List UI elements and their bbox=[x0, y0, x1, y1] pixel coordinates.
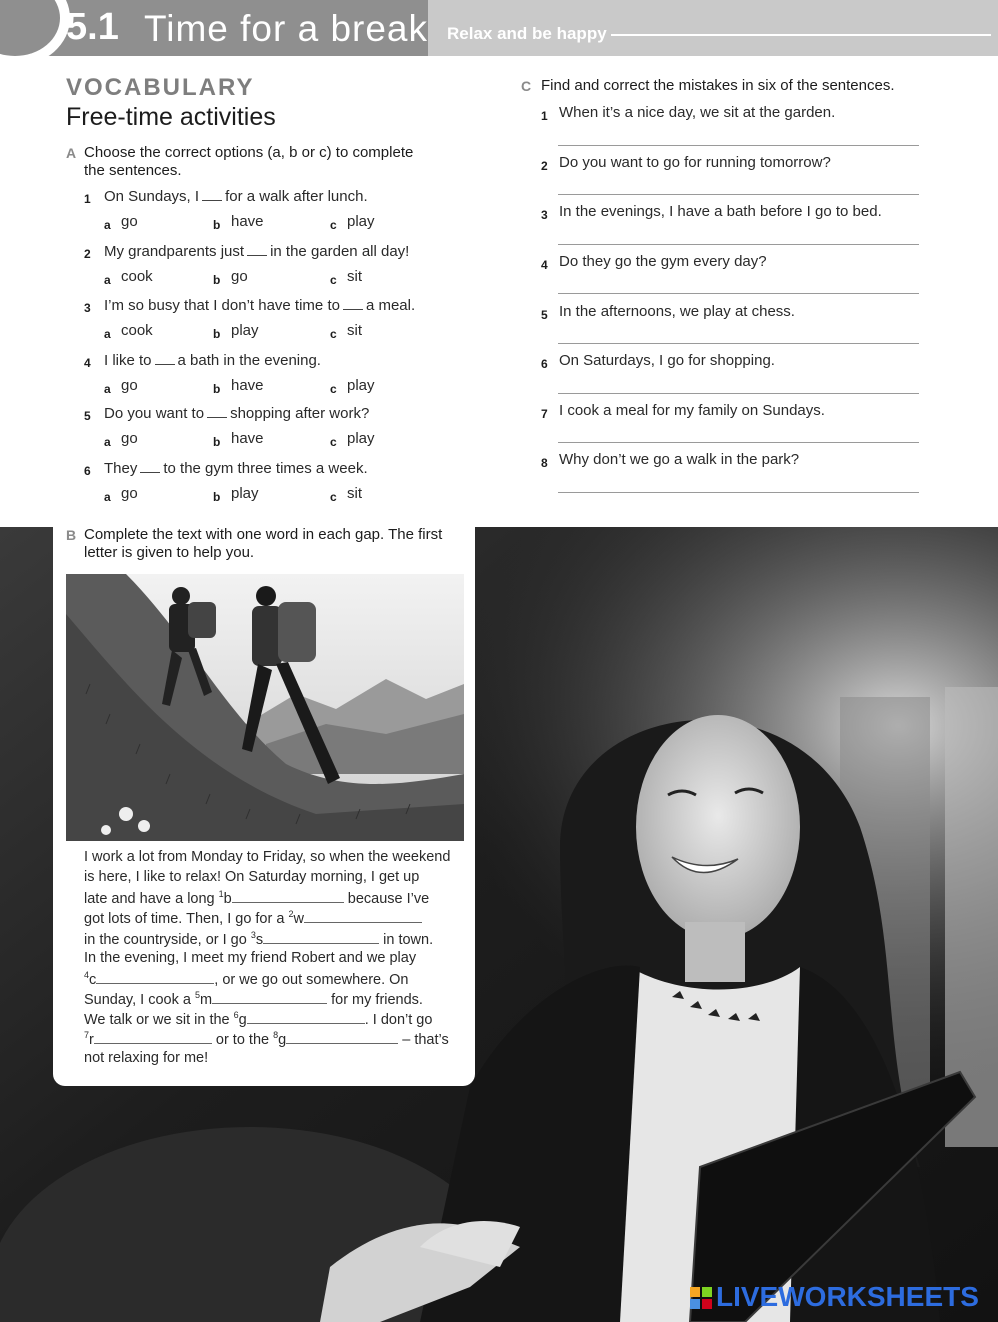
text-line: We talk or we sit in the $^6$g . I don’t go bbox=[84, 1010, 433, 1028]
question-text: Do you want to shopping after work? bbox=[104, 405, 370, 422]
text-line: in the countryside, or I go $^3$s in town. bbox=[84, 930, 434, 948]
unit-number: 5.1 bbox=[66, 6, 119, 48]
gap-8-input[interactable] bbox=[286, 1031, 398, 1044]
question-text: They to the gym three times a week. bbox=[104, 460, 368, 477]
option-letter-b: b bbox=[213, 382, 221, 396]
option-c[interactable]: play bbox=[347, 377, 375, 394]
question-number: 5 bbox=[84, 409, 91, 423]
sentence-number: 4 bbox=[541, 258, 548, 272]
answer-gap[interactable] bbox=[140, 460, 160, 473]
unit-header bbox=[0, 0, 998, 56]
question-text: On Sundays, I for a walk after lunch. bbox=[104, 188, 368, 205]
option-b[interactable]: have bbox=[231, 213, 264, 230]
option-letter-a: a bbox=[104, 218, 111, 232]
sentence-number: 3 bbox=[541, 208, 548, 222]
option-letter-b: b bbox=[213, 327, 221, 341]
option-letter-c: c bbox=[330, 382, 337, 396]
liveworksheets-logo-text: LIVEWORKSHEETS bbox=[716, 1281, 979, 1312]
answer-gap[interactable] bbox=[343, 297, 363, 310]
text-line: I work a lot from Monday to Friday, so when the weekend bbox=[84, 849, 451, 865]
gap-3-input[interactable] bbox=[263, 931, 379, 944]
question-number: 6 bbox=[84, 464, 91, 478]
option-letter-c: c bbox=[330, 327, 337, 341]
sentence-number: 1 bbox=[541, 109, 548, 123]
answer-line[interactable] bbox=[558, 244, 919, 245]
sentence-text: Why don’t we go a walk in the park? bbox=[559, 451, 800, 468]
section-label-vocabulary: VOCABULARY bbox=[66, 74, 255, 101]
sentence-number: 6 bbox=[541, 357, 548, 371]
gap-6-input[interactable] bbox=[247, 1011, 365, 1024]
gap-2-input[interactable] bbox=[304, 910, 422, 923]
answer-line[interactable] bbox=[558, 343, 919, 344]
answer-line[interactable] bbox=[558, 492, 919, 493]
option-a[interactable]: go bbox=[121, 485, 138, 502]
answer-line[interactable] bbox=[558, 293, 919, 294]
option-a[interactable]: go bbox=[121, 213, 138, 230]
section-b-letter: B bbox=[66, 527, 77, 543]
option-a[interactable]: cook bbox=[121, 322, 153, 339]
answer-line[interactable] bbox=[558, 393, 919, 394]
option-letter-b: b bbox=[213, 435, 221, 449]
header-rule bbox=[611, 34, 991, 36]
section-c-instruction: Find and correct the mistakes in six of the sentences. bbox=[541, 77, 895, 94]
liveworksheets-logo-icon bbox=[690, 1287, 712, 1309]
question-number: 3 bbox=[84, 301, 91, 315]
unit-subtitle: Relax and be happy bbox=[447, 24, 607, 43]
question-number: 4 bbox=[84, 356, 91, 370]
option-letter-b: b bbox=[213, 490, 221, 504]
option-b[interactable]: play bbox=[231, 485, 259, 502]
answer-gap[interactable] bbox=[155, 352, 175, 365]
option-b[interactable]: have bbox=[231, 430, 264, 447]
hikers-photo bbox=[66, 574, 464, 841]
option-c[interactable]: sit bbox=[347, 268, 362, 285]
text-line: late and have a long $^1$b because I’ve bbox=[84, 889, 430, 907]
sentence-number: 5 bbox=[541, 308, 548, 322]
hikers-illustration bbox=[66, 574, 464, 841]
gap-5-input[interactable] bbox=[212, 991, 327, 1004]
section-a-letter: A bbox=[66, 145, 77, 161]
option-b[interactable]: go bbox=[231, 268, 248, 285]
option-a[interactable]: go bbox=[121, 377, 138, 394]
gap-4-input[interactable] bbox=[96, 971, 214, 984]
option-letter-a: a bbox=[104, 273, 111, 287]
sentence-text: Do they go the gym every day? bbox=[559, 253, 767, 270]
text-line: got lots of time. Then, I go for a $^2$w bbox=[84, 909, 422, 927]
question-text: I’m so busy that I don’t have time to a meal. bbox=[104, 297, 416, 314]
section-c-letter: C bbox=[521, 78, 532, 94]
option-letter-c: c bbox=[330, 490, 337, 504]
option-b[interactable]: have bbox=[231, 377, 264, 394]
section-b-instruction: Complete the text with one word in each gap. The first letter is given to help you. bbox=[84, 526, 443, 561]
sentence-text: On Saturdays, I go for shopping. bbox=[559, 352, 775, 369]
gap-7-input[interactable] bbox=[94, 1031, 212, 1044]
answer-gap[interactable] bbox=[247, 243, 267, 256]
text-line: not relaxing for me! bbox=[84, 1050, 209, 1066]
text-line: $^4$c , or we go out somewhere. On bbox=[84, 970, 409, 988]
option-letter-c: c bbox=[330, 273, 337, 287]
option-letter-a: a bbox=[104, 435, 111, 449]
option-letter-c: c bbox=[330, 218, 337, 232]
text-line: is here, I like to relax! On Saturday morning, I get up bbox=[84, 869, 420, 885]
text-line: $^7$r or to the $^8$g – that’s bbox=[84, 1030, 449, 1048]
sentence-number: 7 bbox=[541, 407, 548, 421]
question-number: 2 bbox=[84, 247, 91, 261]
option-b[interactable]: play bbox=[231, 322, 259, 339]
sentence-text: When it’s a nice day, we sit at the garden. bbox=[559, 104, 836, 121]
sentence-text: Do you want to go for running tomorrow? bbox=[559, 154, 831, 171]
answer-line[interactable] bbox=[558, 145, 919, 146]
option-letter-b: b bbox=[213, 273, 221, 287]
section-a-instruction: Choose the correct options (a, b or c) to complete the sentences. bbox=[84, 144, 414, 179]
section-subtitle: Free-time activities bbox=[66, 103, 276, 131]
gap-1-input[interactable] bbox=[232, 890, 344, 903]
question-number: 1 bbox=[84, 192, 91, 206]
text-line: Sunday, I cook a $^5$m for my friends. bbox=[84, 990, 423, 1008]
sentence-number: 2 bbox=[541, 159, 548, 173]
option-letter-b: b bbox=[213, 218, 221, 232]
sentence-number: 8 bbox=[541, 456, 548, 470]
question-text: My grandparents just in the garden all day! bbox=[104, 243, 410, 260]
option-c[interactable]: sit bbox=[347, 322, 362, 339]
option-letter-a: a bbox=[104, 327, 111, 341]
option-c[interactable]: play bbox=[347, 213, 375, 230]
answer-gap[interactable] bbox=[202, 188, 222, 201]
option-letter-a: a bbox=[104, 382, 111, 396]
option-c[interactable]: play bbox=[347, 430, 375, 447]
sentence-text: In the evenings, I have a bath before I go to bed. bbox=[559, 203, 882, 220]
answer-line[interactable] bbox=[558, 194, 919, 195]
answer-gap[interactable] bbox=[207, 405, 227, 418]
text-line: In the evening, I meet my friend Robert and we play bbox=[84, 950, 417, 966]
sentence-text: I cook a meal for my family on Sundays. bbox=[559, 402, 825, 419]
option-letter-a: a bbox=[104, 490, 111, 504]
option-a[interactable]: go bbox=[121, 430, 138, 447]
option-letter-c: c bbox=[330, 435, 337, 449]
answer-line[interactable] bbox=[558, 442, 919, 443]
option-a[interactable]: cook bbox=[121, 268, 153, 285]
unit-title: Time for a break bbox=[144, 8, 428, 49]
header-curve-decoration bbox=[0, 0, 70, 66]
option-c[interactable]: sit bbox=[347, 485, 362, 502]
question-text: I like to a bath in the evening. bbox=[104, 352, 321, 369]
sentence-text: In the afternoons, we play at chess. bbox=[559, 303, 795, 320]
